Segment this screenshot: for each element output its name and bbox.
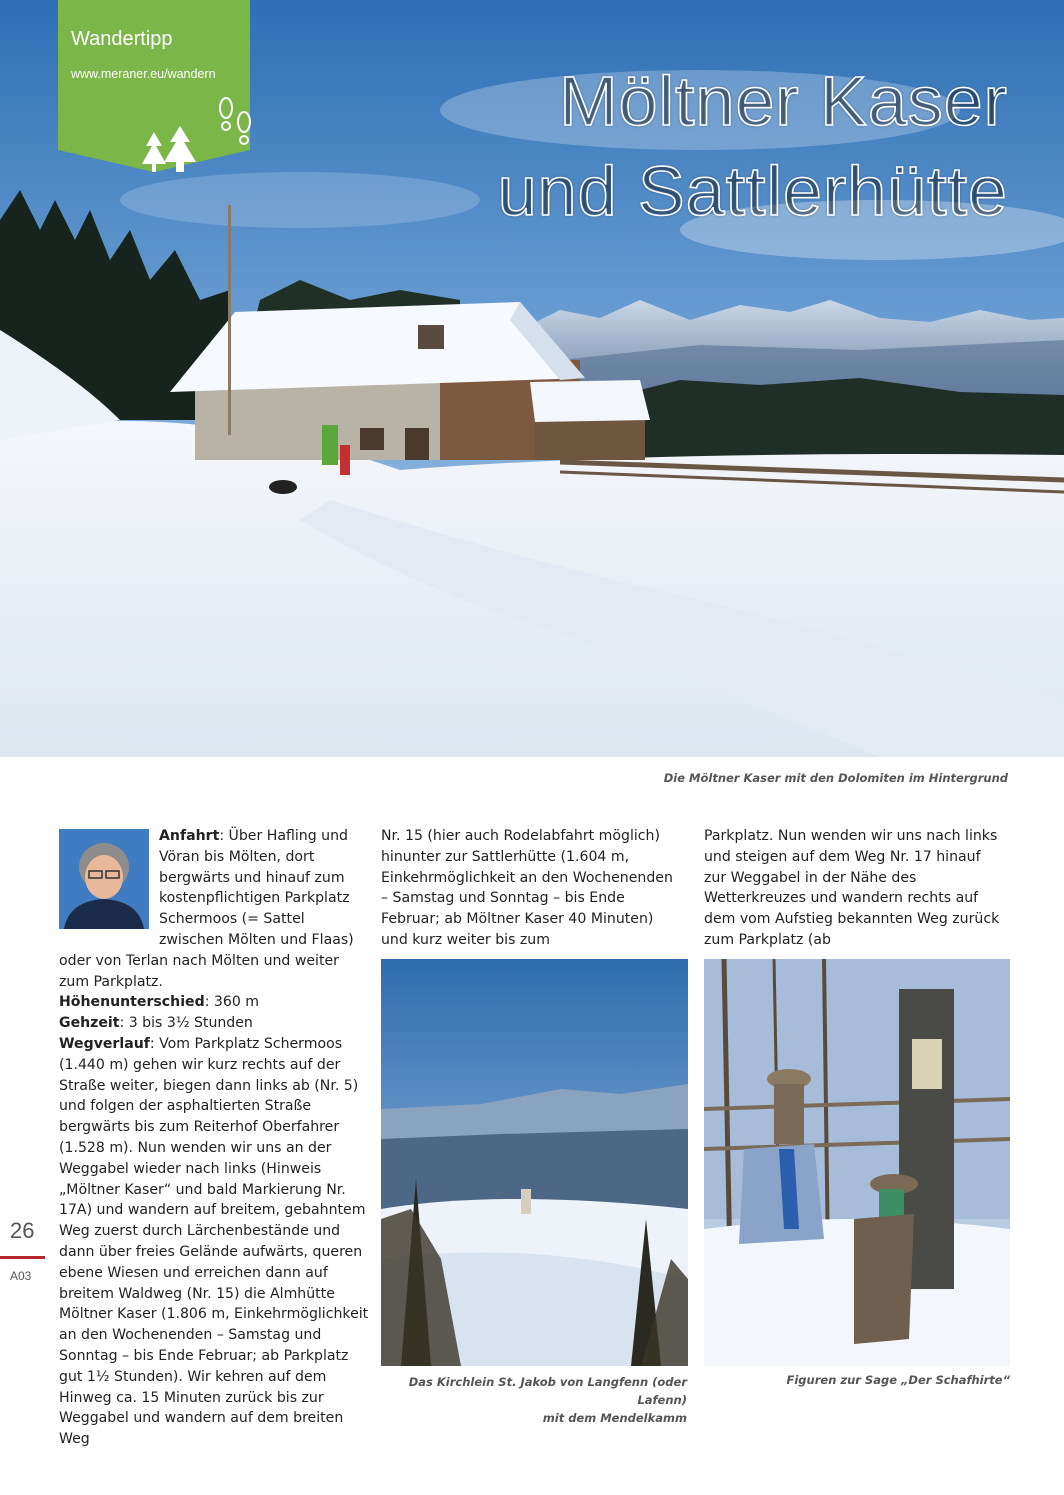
church-caption-line-2: mit dem Mendelkamm	[542, 1411, 687, 1425]
trees-icon	[140, 124, 196, 172]
hoehe-paragraph	[59, 992, 369, 1013]
weg-text: : Vom Parkplatz Schermoos (1.440 m) gehen wir kurz rechts auf der Straße weiter, biegen dann links ab (Nr. 5) und folgen der asphaltierten Straße bergwärts bis zum Reiterhof Oberfahrer (1.528 m). Nun wenden wir uns an der Weggabel wieder nach links (Hinweis „Möltner Kaser“ und bald Markierung Nr. 17A) und wandern auf breitem, gebahntem Weg zuerst durch Lärchenbestände und dann über freies Gelände aufwärts, queren ebene Wiesen und erreichen dann auf breitem Waldweg (Nr. 15) die Almhütte Möltner Kaser (1.806 m, Einkehrmöglichkeit an den Wochenenden – Samstag und Sonntag – bis Ende Februar; ab Parkplatz gut 1½ Stunden). Wir kehren auf dem Hinweg ca. 15 Minuten zurück bis zur Weggabel und wandern auf dem breiten Weg	[59, 1035, 369, 1448]
anfahrt-text: : Über Hafling und Vöran bis Mölten, dort bergwärts und hinauf zum kostenpflichtigen Parkplatz Schermoos (= Sattel zwischen Mölten und Flaas) oder von Terlan nach Mölten und weiter zum Parkplatz.	[59, 828, 354, 990]
gehzeit-paragraph	[59, 1013, 369, 1034]
church-caption	[381, 1373, 687, 1427]
church-landscape-image	[381, 959, 688, 1366]
weg-label: Wegverlauf	[59, 1035, 150, 1052]
figures-photo	[704, 959, 1010, 1366]
hoehe-label: Höhenunterschied	[59, 994, 205, 1011]
figures-image	[704, 959, 1010, 1366]
page-code: A03	[10, 1269, 32, 1283]
author-portrait	[59, 829, 149, 929]
hero-caption: Die Möltner Kaser mit den Dolomiten im Hintergrund	[663, 771, 1008, 785]
article-headline	[498, 56, 1008, 236]
gehzeit-label: Gehzeit	[59, 1015, 120, 1032]
gehzeit-text: : 3 bis 3½ Stunden	[119, 1015, 253, 1032]
church-photo	[381, 959, 688, 1366]
article-column-2: Nr. 15 (hier auch Rodelabfahrt möglich) hinunter zur Sattlerhütte (1.604 m, Einkehrmöglichkeit an den Wochenenden – Samstag und Sonntag – bis Ende Februar; ab Möltner Kaser 40 Minuten) und kurz weiter bis zum	[381, 828, 673, 948]
anfahrt-label: Anfahrt	[159, 828, 220, 844]
church-caption-line-1: Das Kirchlein St. Jakob von Langfenn (oder Lafenn)	[408, 1375, 687, 1407]
figures-caption: Figuren zur Sage „Der Schafhirte“	[786, 1373, 1010, 1387]
footprints-icon	[215, 96, 257, 152]
category-url[interactable]: www.meraner.eu/wandern	[71, 67, 216, 81]
article-column-1	[59, 826, 369, 1450]
page-number: 26	[10, 1218, 35, 1243]
hoehe-text: : 360 m	[204, 994, 260, 1011]
weg-paragraph	[59, 1034, 369, 1450]
page-marker-line	[0, 1256, 45, 1259]
category-title: Wandertipp	[71, 28, 173, 50]
headline-line-1: Möltner Kaser	[559, 62, 1008, 140]
article-column-3: Parkplatz. Nun wenden wir uns nach links und steigen auf dem Weg Nr. 17 hinauf zur Weggabel in der Nähe des Wetterkreuzes und wandern rechts auf dem vom Aufstieg bekannten Weg zurück zum Parkplatz (ab	[704, 828, 1000, 948]
headline-line-2: und Sattlerhütte	[497, 152, 1008, 230]
